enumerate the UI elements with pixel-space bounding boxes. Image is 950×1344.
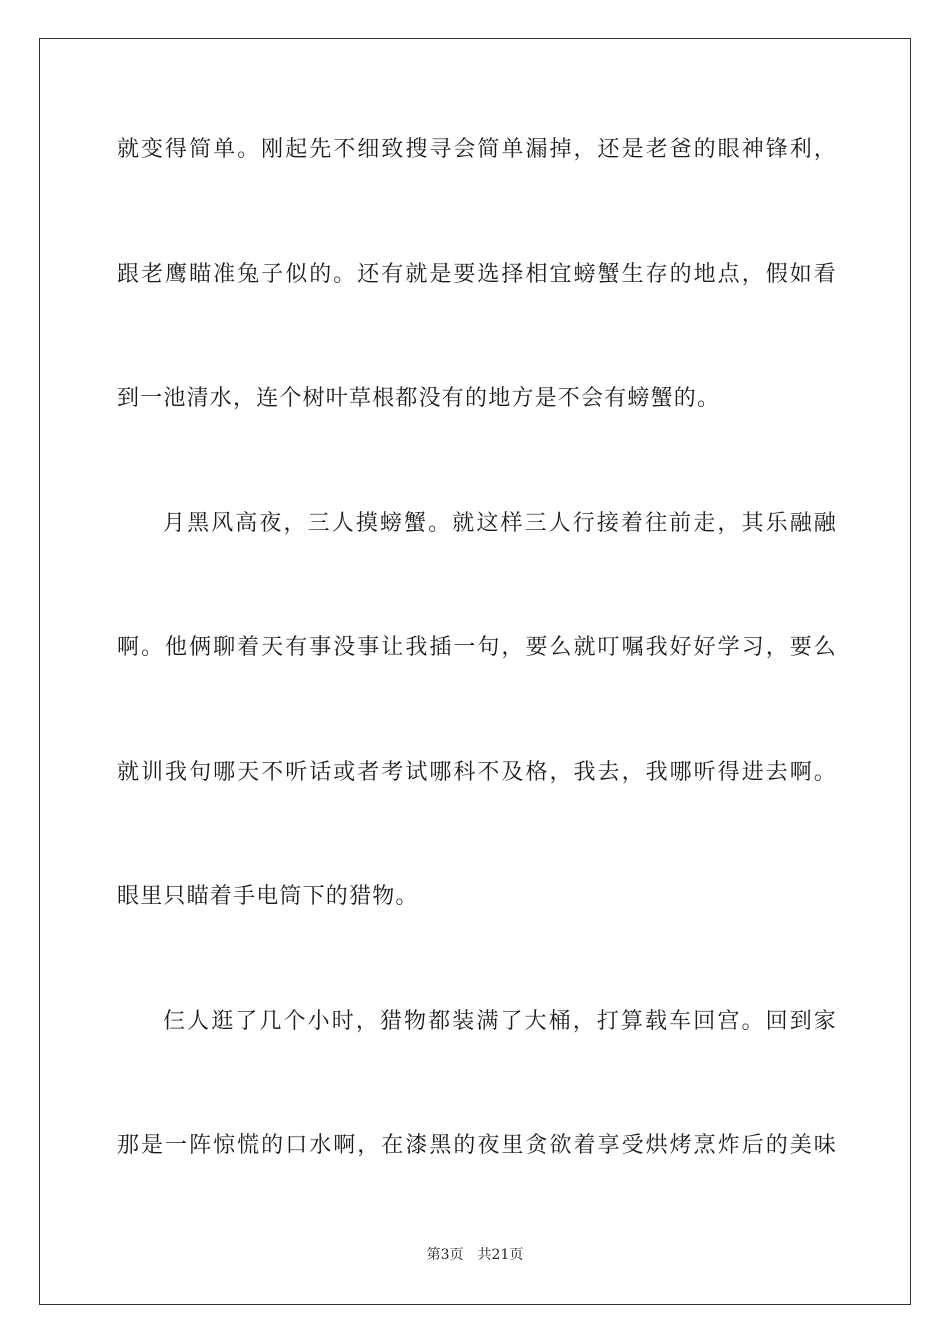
text-line-9: 那是一阵惊慌的口水啊，在漆黑的夜里贪欲着享受烘烤烹炸后的美味 xyxy=(117,1133,837,1158)
page-border xyxy=(39,38,911,1305)
text-line-1: 就变得简单。刚起先不细致搜寻会简单漏掉，还是老爸的眼神锋利， xyxy=(117,137,837,162)
page-footer xyxy=(0,1246,950,1264)
text-line-5: 啊。他俩聊着天有事没事让我插一句，要么就叮嘱我好好学习，要么 xyxy=(117,635,837,660)
text-line-3: 到一池清水，连个树叶草根都没有的地方是不会有螃蟹的。 xyxy=(117,386,721,411)
text-line-6: 就训我句哪天不听话或者考试哪科不及格，我去，我哪听得进去啊。 xyxy=(117,760,837,785)
text-line-2: 跟老鹰瞄准兔子似的。还有就是要选择相宜螃蟹生存的地点，假如看 xyxy=(117,262,837,287)
page-total: 共21页 xyxy=(477,1247,524,1263)
text-line-7: 眼里只瞄着手电筒下的猎物。 xyxy=(117,884,419,909)
page-number: 第3页 xyxy=(426,1247,464,1263)
paragraph-start-line-4: 月黑风高夜，三人摸螃蟹。就这样三人行接着往前走，其乐融融 xyxy=(163,511,837,536)
paragraph-start-line-8: 仨人逛了几个小时，猎物都装满了大桶，打算载车回宫。回到家 xyxy=(163,1009,837,1034)
